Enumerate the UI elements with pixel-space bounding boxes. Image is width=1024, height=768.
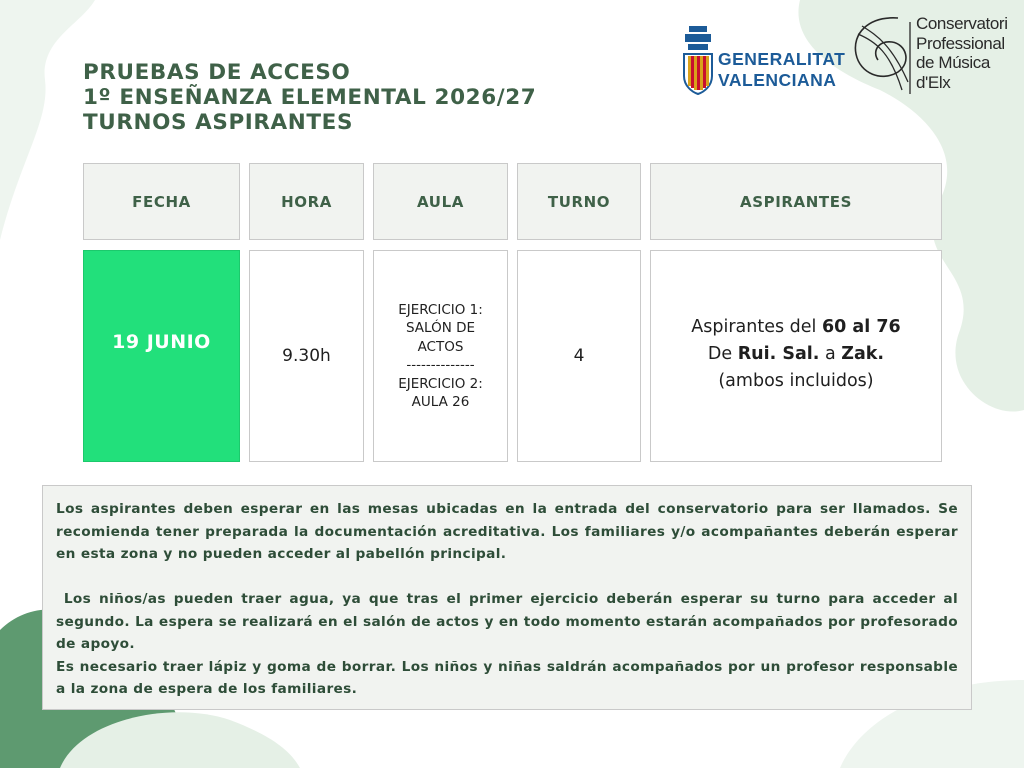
aula-separator: --------------: [406, 357, 475, 373]
aspirantes-range: 60 al 76: [821, 316, 901, 337]
info-paragraph-1: Los aspirantes deben esperar en las mesas ubicadas en la entrada del conservatorio para ser llamados. Se recomienda tener preparada la documentación acreditativa. Los familiares y/o acompañantes deberán esperar en esta zona y no pueden acceder al pabellón principal.: [56, 501, 958, 562]
aspirantes-line-1: [691, 314, 900, 341]
aspirantes-to: Zak.: [841, 343, 885, 364]
aspirantes-cell: [650, 250, 942, 462]
conservatori-line-1: Conservatori: [916, 14, 1008, 33]
info-paragraph-2: Los niños/as pueden traer agua, ya que tras el primer ejercicio deberán esperar su turno para acceder al segundo. La espera se realizará en el salón de actos y en todo momento estarán acompañados por profesorado de apoyo.: [56, 591, 964, 652]
aula-line-6: AULA 26: [411, 394, 470, 410]
aula-cell: [373, 250, 508, 462]
header-hora: HORA: [249, 163, 364, 240]
header-turno: TURNO: [517, 163, 641, 240]
header-fecha: FECHA: [83, 163, 240, 240]
page-title: [83, 60, 536, 135]
turno-value: 4: [573, 346, 585, 366]
generalitat-logo-text: [718, 49, 845, 91]
aula-lines: [398, 301, 483, 412]
aspirantes-to-label: a: [819, 343, 842, 364]
title-line-3: TURNOS ASPIRANTES: [83, 110, 354, 135]
conservatori-line-2: Professional: [916, 33, 1005, 53]
conservatori-line-3: de Música: [916, 53, 990, 72]
info-spacer: [56, 566, 958, 589]
aspirantes-line-3: (ambos incluidos): [718, 370, 874, 391]
title-line-2: 1º ENSEÑANZA ELEMENTAL 2026/27: [83, 85, 537, 110]
aspirantes-from: Rui. Sal.: [737, 343, 820, 364]
aspirantes-line-2: [691, 341, 900, 368]
title-line-1: PRUEBAS DE ACCESO: [83, 60, 351, 85]
conservatori-swirl-icon: [848, 12, 920, 100]
fecha-value: 19 JUNIO: [112, 331, 211, 353]
generalitat-emblem-icon: [680, 24, 716, 96]
hora-cell: [249, 250, 364, 462]
logos: [678, 12, 1008, 102]
generalitat-line-1: GENERALITAT: [718, 49, 846, 69]
aspirantes-from-label: De: [707, 343, 738, 364]
aspirantes-range-label: Aspirantes del: [691, 316, 822, 337]
header-aspirantes: ASPIRANTES: [650, 163, 942, 240]
info-box: [42, 485, 972, 710]
hora-value: 9.30h: [282, 346, 331, 366]
conservatori-logo-text: [916, 14, 1008, 92]
aula-line-2: SALÓN DE: [405, 320, 476, 336]
turno-cell: [517, 250, 641, 462]
generalitat-line-2: VALENCIANA: [718, 70, 837, 90]
conservatori-line-4: d'Elx: [916, 72, 951, 92]
aspirantes-lines: [691, 314, 900, 395]
aula-line-5: EJERCICIO 2:: [398, 375, 483, 392]
aula-line-1: EJERCICIO 1:: [398, 301, 483, 318]
header-aula: AULA: [373, 163, 508, 240]
aula-line-3: ACTOS: [417, 338, 464, 355]
info-paragraph-3: Es necesario traer lápiz y goma de borrar. Los niños y niñas saldrán acompañados por un profesor responsable a la zona de espera de los familiares.: [56, 658, 958, 697]
fecha-cell: [83, 250, 240, 462]
